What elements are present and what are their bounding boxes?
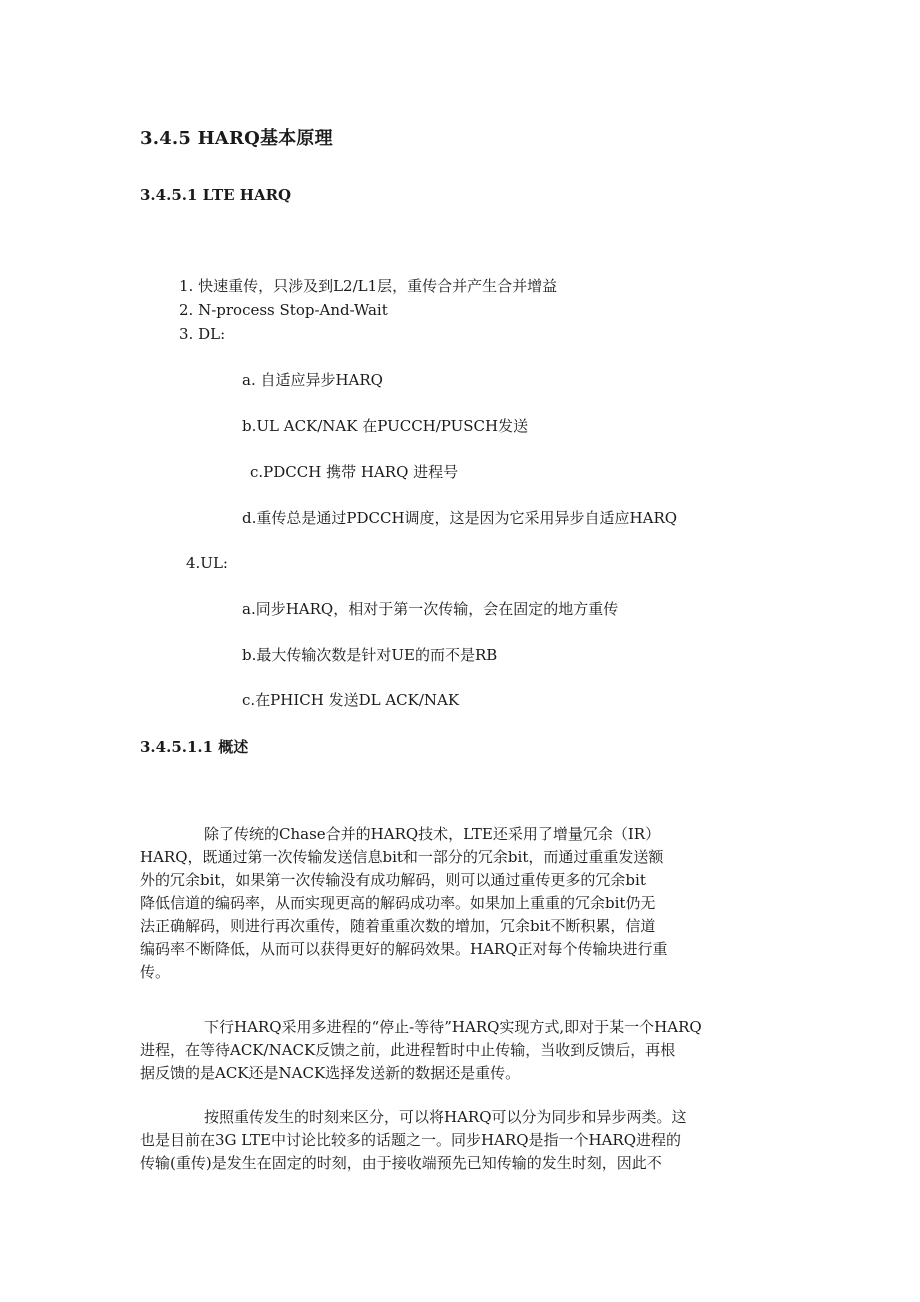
paragraph-line: 编码率不断降低，从而可以获得更好的解码效果。HARQ正对每个传输块进行重: [140, 940, 668, 958]
paragraph-line: 按照重传发生的时刻来区分，可以将HARQ可以分为同步和异步两类。这: [204, 1108, 687, 1126]
paragraph-line: 传输(重传)是发生在固定的时刻，由于接收端预先已知传输的发生时刻，因此不: [140, 1154, 662, 1172]
ul-label: 4.UL:: [186, 554, 228, 572]
paragraph-line: HARQ，既通过第一次传输发送信息bit和一部分的冗余bit，而通过重重发送额: [140, 848, 664, 866]
dl-item: d.重传总是通过PDCCH调度，这是因为它采用异步自适应HARQ: [242, 509, 678, 527]
ul-item: c.在PHICH 发送DL ACK/NAK: [242, 691, 460, 709]
paragraph-line: 法正确解码，则进行再次重传，随着重重次数的增加，冗余bit不断积累，信道: [140, 917, 656, 935]
dl-item: a. 自适应异步HARQ: [242, 371, 383, 389]
paragraph-line: 除了传统的Chase合并的HARQ技术，LTE还采用了增量冗余（IR）: [204, 825, 661, 843]
list-item: 3. DL:: [179, 325, 226, 343]
section-title: 3.4.5 HARQ基本原理: [140, 128, 333, 149]
list-item: 1. 快速重传，只涉及到L2/L1层，重传合并产生合并增益: [179, 277, 558, 295]
ul-item: a.同步HARQ，相对于第一次传输，会在固定的地方重传: [242, 600, 619, 618]
paragraph-line: 传。: [140, 963, 171, 981]
paragraph-line: 降低信道的编码率，从而实现更高的解码成功率。如果加上重重的冗余bit仍无: [140, 894, 656, 912]
overview-title: 3.4.5.1.1 概述: [140, 738, 249, 756]
dl-item: c.PDCCH 携带 HARQ 进程号: [250, 463, 459, 481]
paragraph-line: 下行HARQ采用多进程的“停止-等待”HARQ实现方式,即对于某一个HARQ: [204, 1018, 702, 1036]
paragraph-line: 外的冗余bit，如果第一次传输没有成功解码，则可以通过重传更多的冗余bit: [140, 871, 646, 889]
subsection-title: 3.4.5.1 LTE HARQ: [140, 186, 292, 204]
paragraph: [140, 1016, 785, 1085]
paragraph: [140, 1106, 785, 1175]
ul-item: b.最大传输次数是针对UE的而不是RB: [242, 646, 498, 664]
paragraph-line: 也是目前在3G LTE中讨论比较多的话题之一。同步HARQ是指一个HARQ进程的: [140, 1131, 681, 1149]
paragraph: [140, 823, 785, 984]
list-item: 2. N-process Stop-And-Wait: [179, 301, 388, 319]
paragraph-line: 进程，在等待ACK/NACK反馈之前，此进程暂时中止传输，当收到反馈后，再根: [140, 1041, 676, 1059]
dl-item: b.UL ACK/NAK 在PUCCH/PUSCH发送: [242, 417, 529, 435]
paragraph-line: 据反馈的是ACK还是NACK选择发送新的数据还是重传。: [140, 1064, 521, 1082]
